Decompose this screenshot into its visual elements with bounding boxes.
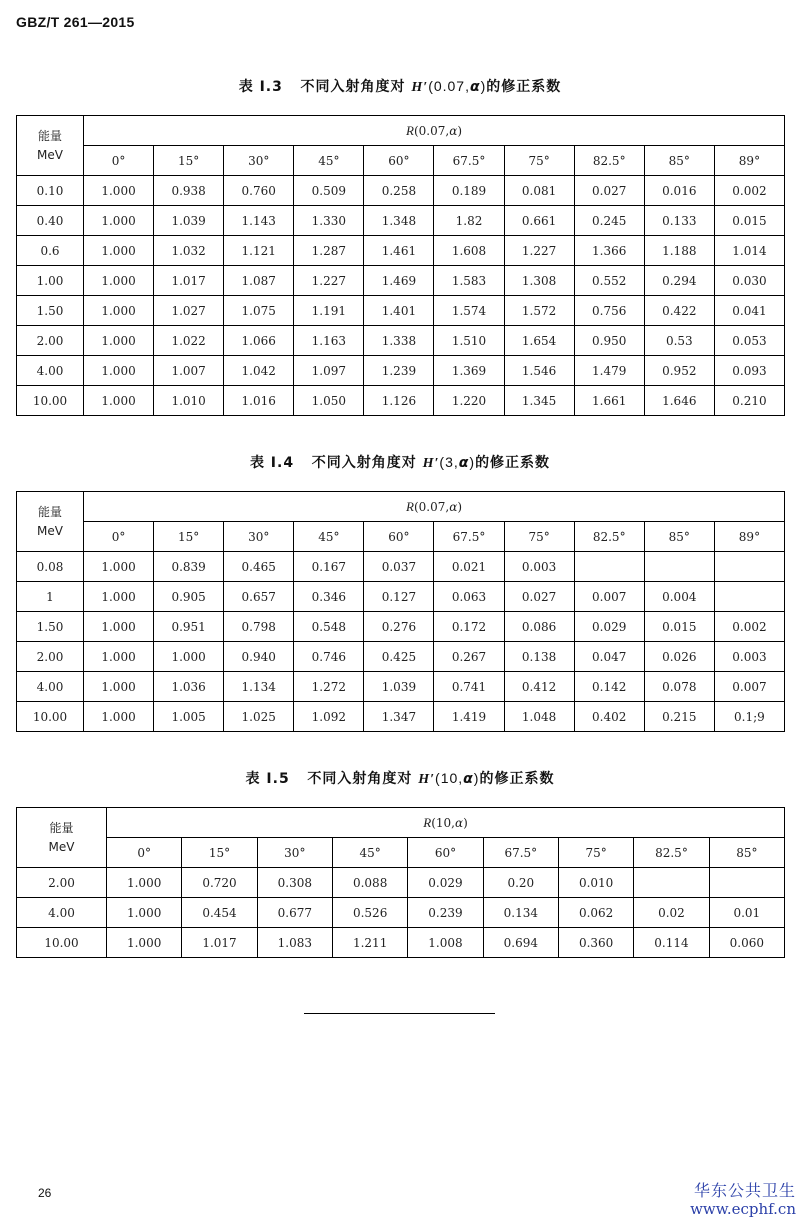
- table-caption: [0, 76, 800, 96]
- table-caption: [0, 452, 800, 472]
- angle-header: 89°: [714, 146, 784, 176]
- caption-alpha: α: [470, 79, 481, 95]
- coefficient-cell: 0.346: [294, 582, 364, 612]
- coefficient-cell: 0.940: [224, 642, 294, 672]
- caption-alpha: α: [458, 455, 470, 471]
- coefficient-cell: 0.548: [294, 612, 364, 642]
- energy-column-header: [17, 808, 107, 868]
- coefficient-cell: 0.839: [154, 552, 224, 582]
- coefficient-cell: 1.191: [294, 296, 364, 326]
- energy-cell: 2.00: [17, 642, 84, 672]
- coefficient-cell: 0.1;9: [714, 702, 784, 732]
- correction-table: [16, 491, 785, 732]
- coefficient-cell: 1.308: [504, 266, 574, 296]
- coefficient-cell: 1.366: [574, 236, 644, 266]
- table-row: [17, 702, 785, 732]
- coefficient-cell: 0.029: [574, 612, 644, 642]
- angle-header: 89°: [714, 522, 784, 552]
- coefficient-cell: 1.661: [574, 386, 644, 416]
- coefficient-cell: 0.133: [644, 206, 714, 236]
- coefficient-cell: 0.063: [434, 582, 504, 612]
- coefficient-cell: 0.167: [294, 552, 364, 582]
- coefficient-cell: 0.078: [644, 672, 714, 702]
- angle-header: 60°: [364, 146, 434, 176]
- coefficient-cell: 1.032: [154, 236, 224, 266]
- coefficient-cell: 0.004: [644, 582, 714, 612]
- energy-column-header: [17, 492, 84, 552]
- energy-cell: 4.00: [17, 898, 107, 928]
- coefficient-cell: 0.114: [634, 928, 709, 958]
- watermark-url: www.ecphf.cn: [690, 1200, 796, 1218]
- coefficient-cell: 0.02: [634, 898, 709, 928]
- response-function: R: [406, 122, 414, 138]
- table-row: [17, 868, 785, 898]
- coefficient-cell: 1.574: [434, 296, 504, 326]
- coefficient-cell: 1.000: [84, 356, 154, 386]
- caption-quantity: H′: [411, 80, 429, 95]
- energy-cell: 0.40: [17, 206, 84, 236]
- coefficient-cell: 1.008: [408, 928, 483, 958]
- coefficient-cell: 1.654: [504, 326, 574, 356]
- coefficient-cell: 1.000: [107, 868, 182, 898]
- coefficient-cell: 0.276: [364, 612, 434, 642]
- table-row: [17, 552, 785, 582]
- angle-header: 85°: [709, 838, 784, 868]
- response-header: [84, 116, 785, 146]
- caption-label: 表 I.4: [249, 455, 295, 471]
- energy-cell: 0.6: [17, 236, 84, 266]
- coefficient-cell: 0.308: [257, 868, 332, 898]
- energy-cell: 4.00: [17, 672, 84, 702]
- coefficient-cell: 0.029: [408, 868, 483, 898]
- energy-unit: MeV: [37, 523, 63, 538]
- response-close: ): [457, 123, 462, 138]
- coefficient-cell: 0.142: [574, 672, 644, 702]
- response-argument: (0.07,: [413, 499, 450, 514]
- coefficient-cell: 0.002: [714, 176, 784, 206]
- table-row: [17, 672, 785, 702]
- coefficient-cell: 0.53: [644, 326, 714, 356]
- caption-close: ): [480, 78, 487, 94]
- energy-unit: MeV: [48, 839, 75, 854]
- coefficient-cell: 0.060: [709, 928, 784, 958]
- coefficient-cell: 0.657: [224, 582, 294, 612]
- energy-cell: 10.00: [17, 702, 84, 732]
- table-row: [17, 642, 785, 672]
- table-row: [17, 236, 785, 266]
- coefficient-cell: 1.000: [107, 898, 182, 928]
- coefficient-cell: 0.938: [154, 176, 224, 206]
- angle-header: 45°: [332, 838, 407, 868]
- energy-cell: 1.00: [17, 266, 84, 296]
- coefficient-cell: 1.134: [224, 672, 294, 702]
- caption-suffix: 的修正系数: [475, 455, 551, 471]
- coefficient-cell: [714, 552, 784, 582]
- caption-suffix: 的修正系数: [486, 79, 562, 95]
- coefficient-cell: 0.677: [257, 898, 332, 928]
- coefficient-cell: 0.003: [714, 642, 784, 672]
- caption-label: 表 I.5: [245, 771, 290, 787]
- coefficient-cell: 1.211: [332, 928, 407, 958]
- energy-cell: 0.10: [17, 176, 84, 206]
- coefficient-cell: 0.412: [504, 672, 574, 702]
- angle-header: 67.5°: [434, 522, 504, 552]
- energy-cell: 1.50: [17, 612, 84, 642]
- energy-cell: 1.50: [17, 296, 84, 326]
- coefficient-cell: 1.188: [644, 236, 714, 266]
- coefficient-cell: 0.037: [364, 552, 434, 582]
- correction-table: [16, 807, 785, 958]
- coefficient-cell: 0.798: [224, 612, 294, 642]
- coefficient-cell: 0.086: [504, 612, 574, 642]
- angle-header: 82.5°: [574, 146, 644, 176]
- coefficient-cell: 1.419: [434, 702, 504, 732]
- response-function: R: [406, 498, 414, 514]
- angle-header: 15°: [154, 522, 224, 552]
- coefficient-cell: 1.347: [364, 702, 434, 732]
- coefficient-cell: 0.002: [714, 612, 784, 642]
- page-number: 26: [38, 1186, 52, 1200]
- coefficient-cell: 1.000: [107, 928, 182, 958]
- coefficient-cell: 0.047: [574, 642, 644, 672]
- energy-cell: 10.00: [17, 928, 107, 958]
- coefficient-cell: 1.469: [364, 266, 434, 296]
- coefficient-cell: 1.646: [644, 386, 714, 416]
- coefficient-cell: 1.000: [154, 642, 224, 672]
- coefficient-cell: 1.510: [434, 326, 504, 356]
- caption-label: 表 I.3: [238, 79, 283, 95]
- response-alpha: α: [454, 815, 464, 830]
- coefficient-cell: 0.360: [558, 928, 633, 958]
- coefficient-cell: 1.272: [294, 672, 364, 702]
- coefficient-cell: 0.027: [574, 176, 644, 206]
- coefficient-cell: 0.138: [504, 642, 574, 672]
- coefficient-cell: 1.048: [504, 702, 574, 732]
- coefficient-cell: 1.000: [84, 326, 154, 356]
- coefficient-cell: 0.425: [364, 642, 434, 672]
- coefficient-cell: 0.015: [644, 612, 714, 642]
- coefficient-cell: 0.746: [294, 642, 364, 672]
- standard-code: GBZ/T 261—2015: [16, 14, 135, 30]
- coefficient-cell: 0.267: [434, 642, 504, 672]
- coefficient-cell: 0.509: [294, 176, 364, 206]
- caption-close: ): [473, 770, 480, 786]
- coefficient-cell: 0.210: [714, 386, 784, 416]
- response-header: [84, 492, 785, 522]
- table-row: [17, 326, 785, 356]
- coefficient-cell: 0.134: [483, 898, 558, 928]
- angle-header: 60°: [408, 838, 483, 868]
- coefficient-cell: 1.017: [154, 266, 224, 296]
- coefficient-cell: 1.338: [364, 326, 434, 356]
- energy-label: 能量: [49, 820, 74, 835]
- angle-header: 45°: [294, 522, 364, 552]
- angle-header: 82.5°: [574, 522, 644, 552]
- coefficient-cell: 0.041: [714, 296, 784, 326]
- coefficient-cell: 1.000: [84, 672, 154, 702]
- coefficient-cell: 1.163: [294, 326, 364, 356]
- coefficient-cell: 0.007: [714, 672, 784, 702]
- coefficient-cell: 1.017: [182, 928, 257, 958]
- angle-header: 67.5°: [434, 146, 504, 176]
- coefficient-cell: 0.950: [574, 326, 644, 356]
- coefficient-cell: 1.126: [364, 386, 434, 416]
- coefficient-cell: 0.741: [434, 672, 504, 702]
- coefficient-cell: 0.081: [504, 176, 574, 206]
- coefficient-cell: 0.010: [558, 868, 633, 898]
- coefficient-cell: [634, 868, 709, 898]
- table-row: [17, 296, 785, 326]
- response-close: ): [463, 815, 468, 830]
- coefficient-cell: 1.014: [714, 236, 784, 266]
- coefficient-cell: 0.021: [434, 552, 504, 582]
- table-row: [17, 582, 785, 612]
- coefficient-cell: 0.01: [709, 898, 784, 928]
- coefficient-cell: [709, 868, 784, 898]
- coefficient-cell: 1.401: [364, 296, 434, 326]
- coefficient-cell: [644, 552, 714, 582]
- coefficient-cell: 0.760: [224, 176, 294, 206]
- coefficient-cell: 1.005: [154, 702, 224, 732]
- coefficient-cell: 1.546: [504, 356, 574, 386]
- angle-header: 15°: [182, 838, 257, 868]
- angle-header: 75°: [558, 838, 633, 868]
- coefficient-cell: [714, 582, 784, 612]
- table-row: [17, 898, 785, 928]
- coefficient-cell: [574, 552, 644, 582]
- coefficient-cell: 0.127: [364, 582, 434, 612]
- coefficient-cell: 0.015: [714, 206, 784, 236]
- angle-header: 0°: [84, 146, 154, 176]
- table-row: [17, 266, 785, 296]
- coefficient-cell: 0.465: [224, 552, 294, 582]
- energy-unit: MeV: [37, 147, 63, 162]
- coefficient-cell: 0.905: [154, 582, 224, 612]
- coefficient-cell: 0.007: [574, 582, 644, 612]
- caption-argument: (3,: [439, 454, 459, 470]
- angle-header: 45°: [294, 146, 364, 176]
- angle-header: 75°: [504, 146, 574, 176]
- caption-argument: (0.07,: [428, 78, 470, 94]
- energy-cell: 2.00: [17, 868, 107, 898]
- angle-header: 67.5°: [483, 838, 558, 868]
- coefficient-cell: 1.066: [224, 326, 294, 356]
- energy-label: 能量: [37, 504, 62, 519]
- coefficient-cell: 0.952: [644, 356, 714, 386]
- coefficient-cell: 1.479: [574, 356, 644, 386]
- coefficient-cell: 1.143: [224, 206, 294, 236]
- coefficient-cell: 0.756: [574, 296, 644, 326]
- caption-quantity: H′: [418, 772, 436, 787]
- coefficient-cell: 0.016: [644, 176, 714, 206]
- coefficient-cell: 1.000: [84, 296, 154, 326]
- coefficient-cell: 1.000: [84, 386, 154, 416]
- coefficient-cell: 1.027: [154, 296, 224, 326]
- energy-cell: 1: [17, 582, 84, 612]
- coefficient-cell: 1.608: [434, 236, 504, 266]
- response-argument: (10,: [431, 815, 455, 830]
- coefficient-cell: 1.000: [84, 702, 154, 732]
- caption-title: 不同入射角度对: [307, 771, 413, 787]
- end-rule: [304, 1013, 495, 1014]
- coefficient-cell: 1.461: [364, 236, 434, 266]
- coefficient-cell: 1.000: [84, 266, 154, 296]
- coefficient-cell: 1.572: [504, 296, 574, 326]
- table-row: [17, 386, 785, 416]
- table-row: [17, 612, 785, 642]
- coefficient-cell: 1.039: [364, 672, 434, 702]
- coefficient-cell: 1.000: [84, 582, 154, 612]
- energy-column-header: [17, 116, 84, 176]
- angle-header: 85°: [644, 522, 714, 552]
- coefficient-cell: 1.287: [294, 236, 364, 266]
- coefficient-cell: 1.330: [294, 206, 364, 236]
- energy-cell: 2.00: [17, 326, 84, 356]
- coefficient-cell: 0.422: [644, 296, 714, 326]
- angle-header: 0°: [107, 838, 182, 868]
- coefficient-cell: 1.227: [294, 266, 364, 296]
- coefficient-cell: 0.552: [574, 266, 644, 296]
- coefficient-cell: 1.000: [84, 176, 154, 206]
- watermark-title: 华东公共卫生: [693, 1181, 796, 1200]
- table-row: [17, 176, 785, 206]
- coefficient-cell: 0.20: [483, 868, 558, 898]
- coefficient-cell: 1.097: [294, 356, 364, 386]
- angle-header: 85°: [644, 146, 714, 176]
- coefficient-cell: 1.087: [224, 266, 294, 296]
- coefficient-cell: 1.010: [154, 386, 224, 416]
- coefficient-cell: 1.239: [364, 356, 434, 386]
- coefficient-cell: 0.694: [483, 928, 558, 958]
- angle-header: 75°: [504, 522, 574, 552]
- coefficient-cell: 1.000: [84, 642, 154, 672]
- table-row: [17, 356, 785, 386]
- coefficient-cell: 1.083: [257, 928, 332, 958]
- table-caption: [0, 768, 800, 788]
- coefficient-cell: 0.026: [644, 642, 714, 672]
- angle-header: 82.5°: [634, 838, 709, 868]
- response-alpha: α: [449, 499, 458, 514]
- coefficient-cell: 1.036: [154, 672, 224, 702]
- energy-label: 能量: [37, 128, 62, 143]
- angle-header: 30°: [257, 838, 332, 868]
- response-argument: (0.07,: [413, 123, 450, 138]
- coefficient-cell: 1.369: [434, 356, 504, 386]
- table-row: [17, 206, 785, 236]
- coefficient-cell: 0.454: [182, 898, 257, 928]
- coefficient-cell: 0.003: [504, 552, 574, 582]
- response-header: [107, 808, 785, 838]
- coefficient-cell: 0.661: [504, 206, 574, 236]
- caption-quantity: H′: [422, 456, 440, 471]
- caption-argument: (10,: [435, 770, 464, 786]
- coefficient-cell: 0.189: [434, 176, 504, 206]
- energy-cell: 4.00: [17, 356, 84, 386]
- coefficient-cell: 0.258: [364, 176, 434, 206]
- coefficient-cell: 1.000: [84, 612, 154, 642]
- coefficient-cell: 1.345: [504, 386, 574, 416]
- coefficient-cell: 0.093: [714, 356, 784, 386]
- coefficient-cell: 1.000: [84, 236, 154, 266]
- coefficient-cell: 1.016: [224, 386, 294, 416]
- coefficient-cell: 1.348: [364, 206, 434, 236]
- coefficient-cell: 0.062: [558, 898, 633, 928]
- angle-header: 15°: [154, 146, 224, 176]
- coefficient-cell: 0.402: [574, 702, 644, 732]
- energy-cell: 10.00: [17, 386, 84, 416]
- response-alpha: α: [449, 123, 458, 138]
- coefficient-cell: 1.82: [434, 206, 504, 236]
- energy-cell: 0.08: [17, 552, 84, 582]
- angle-header: 30°: [224, 146, 294, 176]
- response-close: ): [457, 499, 462, 514]
- caption-close: ): [469, 454, 476, 470]
- coefficient-cell: 1.000: [84, 552, 154, 582]
- coefficient-cell: 0.030: [714, 266, 784, 296]
- coefficient-cell: 1.022: [154, 326, 224, 356]
- correction-table: [16, 115, 785, 416]
- coefficient-cell: 1.000: [84, 206, 154, 236]
- coefficient-cell: 0.245: [574, 206, 644, 236]
- coefficient-cell: 0.172: [434, 612, 504, 642]
- coefficient-cell: 0.294: [644, 266, 714, 296]
- coefficient-cell: 1.583: [434, 266, 504, 296]
- coefficient-cell: 0.526: [332, 898, 407, 928]
- coefficient-cell: 1.025: [224, 702, 294, 732]
- angle-header: 60°: [364, 522, 434, 552]
- coefficient-cell: 0.951: [154, 612, 224, 642]
- coefficient-cell: 1.227: [504, 236, 574, 266]
- caption-alpha: α: [463, 771, 474, 787]
- angle-header: 0°: [84, 522, 154, 552]
- coefficient-cell: 1.075: [224, 296, 294, 326]
- caption-title: 不同入射角度对: [311, 455, 417, 471]
- coefficient-cell: 1.220: [434, 386, 504, 416]
- coefficient-cell: 1.007: [154, 356, 224, 386]
- angle-header: 30°: [224, 522, 294, 552]
- table-row: [17, 928, 785, 958]
- caption-title: 不同入射角度对: [300, 79, 406, 95]
- coefficient-cell: 0.215: [644, 702, 714, 732]
- coefficient-cell: 1.092: [294, 702, 364, 732]
- coefficient-cell: 1.050: [294, 386, 364, 416]
- caption-suffix: 的修正系数: [479, 771, 555, 787]
- coefficient-cell: 0.720: [182, 868, 257, 898]
- coefficient-cell: 0.053: [714, 326, 784, 356]
- response-function: R: [423, 814, 432, 830]
- coefficient-cell: 1.121: [224, 236, 294, 266]
- coefficient-cell: 0.088: [332, 868, 407, 898]
- coefficient-cell: 0.027: [504, 582, 574, 612]
- coefficient-cell: 1.039: [154, 206, 224, 236]
- coefficient-cell: 1.042: [224, 356, 294, 386]
- coefficient-cell: 0.239: [408, 898, 483, 928]
